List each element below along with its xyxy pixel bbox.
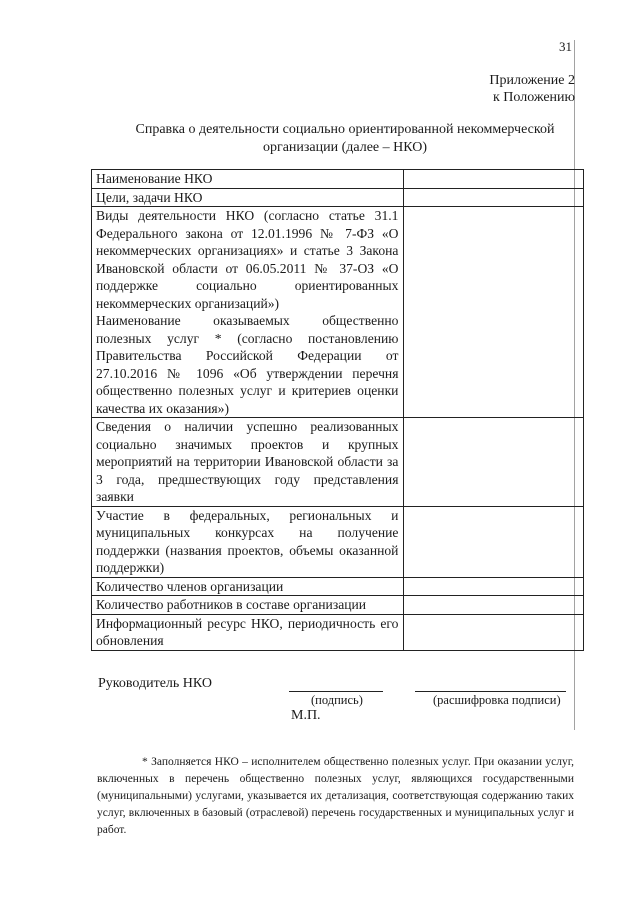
table-row xyxy=(92,188,584,207)
row-value-projects[interactable] xyxy=(404,418,584,507)
row-label-activity-types: Виды деятельности НКО (согласно статье 31.1 Федерального закона от 12.01.1996 № 7-ФЗ «О некоммерческих организациях» и статье 3 Закона Ивановской области от 06.05.2011 № 37-ОЗ «О поддержке социально ориентированных некоммерческих организаций») xyxy=(96,208,399,311)
document-title xyxy=(60,121,630,157)
row-label-contests: Участие в федеральных, региональных и муниципальных конкурсах на получение поддержки (названия проектов, объемы оказанной поддержки) xyxy=(92,506,404,577)
page-number: 31 xyxy=(559,39,572,54)
row-label-info-resource: Информационный ресурс НКО, периодичность его обновления xyxy=(92,614,404,650)
table-row xyxy=(92,170,584,189)
signature-decoding-caption: (расшифровка подписи) xyxy=(433,693,561,707)
row-value-name[interactable] xyxy=(404,170,584,189)
row-value-activities[interactable] xyxy=(404,207,584,418)
row-label-members: Количество членов организации xyxy=(92,577,404,596)
appendix-line-2: к Положению xyxy=(492,90,575,105)
table-row xyxy=(92,577,584,596)
row-label-goals: Цели, задачи НКО xyxy=(92,188,404,207)
table-row xyxy=(92,207,584,418)
table-row xyxy=(92,418,584,507)
table-row xyxy=(92,596,584,615)
row-label-activities xyxy=(92,207,404,418)
appendix-header xyxy=(489,72,575,106)
footnote xyxy=(97,754,574,839)
nko-info-table xyxy=(91,169,584,651)
row-label-public-services: Наименование оказываемых общественно полезных услуг * (согласно постановлению Правительства Российской Федерации от 27.10.2016 № 1096 «Об утверждении перечня общественно полезных услуг и критериев оценки качества их оказания») xyxy=(96,313,399,416)
row-value-goals[interactable] xyxy=(404,188,584,207)
signature-caption: (подпись) xyxy=(311,693,363,707)
row-value-info-resource[interactable] xyxy=(404,614,584,650)
row-value-members[interactable] xyxy=(404,577,584,596)
table-row xyxy=(92,614,584,650)
row-label-employees: Количество работников в составе организации xyxy=(92,596,404,615)
row-value-contests[interactable] xyxy=(404,506,584,577)
signature-line[interactable] xyxy=(289,691,383,692)
table-row xyxy=(92,506,584,577)
seal-label: М.П. xyxy=(291,708,321,723)
head-of-nko-label: Руководитель НКО xyxy=(98,676,213,691)
row-label-name: Наименование НКО xyxy=(92,170,404,189)
row-value-employees[interactable] xyxy=(404,596,584,615)
document-title-line-1: Справка о деятельности социально ориентированной некоммерческой xyxy=(135,122,555,137)
appendix-line-1: Приложение 2 xyxy=(489,73,575,88)
row-label-projects: Сведения о наличии успешно реализованных социально значимых проектов и крупных мероприятий на территории Ивановской области за 3 года, предшествующих году представления заявки xyxy=(92,418,404,507)
document-title-line-2: организации (далее – НКО) xyxy=(262,140,428,155)
footnote-text: * Заполняется НКО – исполнителем общественно полезных услуг. При оказании услуг, включенных в перечень общественно полезных услуг, являющихся государственными (муниципальными) услугами, указывается их детализация, соответствующая содержанию таких услуг, включенных в базовый (отраслевой) перечень государственных и муниципальных услуг и работ. xyxy=(97,756,574,836)
signature-decoding-line[interactable] xyxy=(415,691,566,692)
